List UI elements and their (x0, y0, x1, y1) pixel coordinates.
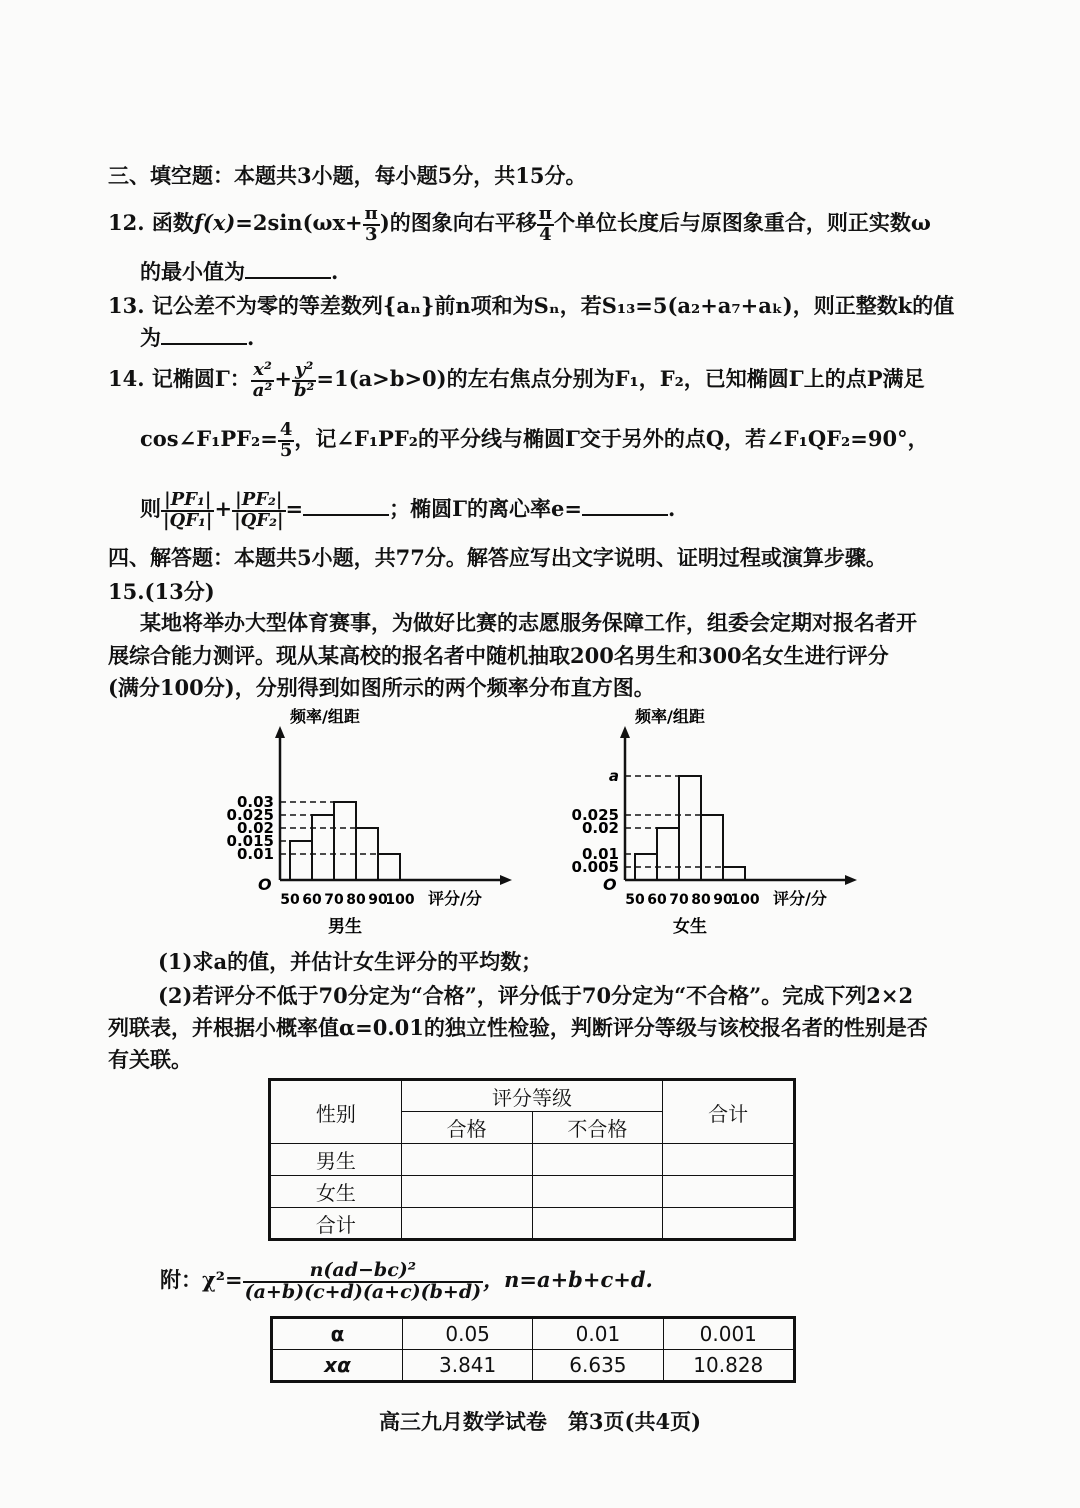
critical-value-table (270, 1316, 796, 1383)
row-label-female: 女生 (270, 1176, 402, 1208)
x-tick-label: 80 (691, 892, 711, 908)
q14-fraction-pf1-qf1: $\frac{\text{|PF₁|}}{\text{|QF₁|}}$ (163, 488, 213, 531)
q12-fx: f(x) (193, 210, 236, 235)
alpha-value: 0.001 (663, 1318, 794, 1350)
question-14-line2 (140, 414, 929, 464)
cell-empty[interactable] (663, 1176, 795, 1208)
q13-answer-blank[interactable] (161, 322, 247, 345)
x-tick-label: 50 (625, 892, 645, 908)
x-tick-label: 70 (669, 892, 689, 908)
question-14-line1 (108, 354, 925, 404)
x-alpha-value: 10.828 (663, 1350, 794, 1382)
table-row (270, 1208, 795, 1240)
x-tick-label: 90 (368, 892, 388, 908)
header-total: 合计 (663, 1080, 795, 1144)
q12-mid: )的图象向右平移 (379, 210, 537, 235)
q14-fraction-y2-b2: $\frac{\text{y²}}{\text{b²}}$ (293, 358, 315, 401)
question-14-number: 14. (108, 366, 145, 391)
x-tick-label: 100 (385, 892, 415, 908)
q14-post: =1(a>b>0)的左右焦点分别为F₁，F₂，已知椭圆Γ上的点P满足 (316, 366, 925, 391)
x-axis-label: 评分/分 (428, 889, 482, 908)
section-3-heading: 三、填空题：本题共3小题，每小题5分，共15分。 (108, 163, 587, 188)
q14-fraction-x2-a2: $\frac{\text{x²}}{\text{a²}}$ (252, 358, 273, 401)
histogram-bar (290, 841, 312, 880)
x-tick-label: 90 (713, 892, 733, 908)
q14-pre: 记椭圆Γ： (151, 366, 251, 391)
histogram-bar (378, 854, 400, 880)
chart-title: 男生 (328, 917, 362, 937)
question-13-line2 (140, 322, 254, 352)
histogram-bar (334, 802, 356, 880)
q14-l3-plus: + (214, 496, 233, 521)
q15-paragraph-line3: (满分100分)，分别得到如图所示的两个频率分布直方图。 (108, 675, 655, 700)
histogram-bar (312, 815, 334, 880)
cell-empty[interactable] (401, 1208, 532, 1240)
q13-text: 记公差不为零的等差数列{aₙ}前n项和为Sₙ，若S₁₃=5(a₂+a₇+aₖ)，则正整数k的值 (151, 293, 955, 318)
chart-title: 女生 (673, 917, 707, 937)
q12-fraction-pi-3: $\frac{\pi}{3}$ (364, 202, 378, 245)
alpha-value: 0.05 (402, 1318, 532, 1350)
cell-empty[interactable] (663, 1144, 795, 1176)
x-tick-label: 70 (324, 892, 344, 908)
y-axis-label: 频率/组距 (290, 707, 360, 726)
q14-l3-end: . (668, 496, 676, 521)
histogram-male (210, 700, 520, 940)
row-label-male: 男生 (270, 1144, 402, 1176)
formula-pre: 附：χ²= (160, 1267, 243, 1292)
q14-ze: 则 (140, 496, 161, 521)
row-label-total: 合计 (270, 1208, 402, 1240)
x-alpha-value: 3.841 (402, 1350, 532, 1382)
y-tick-label: 0.03 (236, 793, 274, 811)
histogram-bar (657, 828, 679, 880)
y-axis-arrow (275, 726, 285, 738)
cell-empty[interactable] (532, 1144, 663, 1176)
y-tick-label: 0.02 (236, 819, 274, 837)
header-gender: 性别 (270, 1080, 402, 1144)
x-alpha-value: 6.635 (533, 1350, 663, 1382)
q14-l3-mid: ；椭圆Γ的离心率e= (389, 496, 582, 521)
y-tick-label: 0.025 (571, 806, 619, 824)
question-12-number: 12. (108, 210, 145, 235)
q12-answer-blank[interactable] (245, 256, 331, 279)
q14-line2-post: ，记∠F₁PF₂的平分线与椭圆Γ交于另外的点Q，若∠F₁QF₂=90°， (294, 426, 929, 451)
q14-answer-blank-1[interactable] (303, 493, 389, 516)
question-13-line1 (108, 290, 954, 320)
histogram-bar (701, 815, 723, 880)
y-tick-label: 0.005 (571, 858, 619, 876)
q14-l3-eq: = (285, 496, 304, 521)
q14-answer-blank-2[interactable] (582, 493, 668, 516)
q15-paragraph-line2: 展综合能力测评。现从某高校的报名者中随机抽取200名男生和300名女生进行评分 (108, 643, 889, 668)
table-row (270, 1176, 795, 1208)
histogram-bar (723, 867, 745, 880)
origin-label: O (258, 875, 272, 894)
cell-empty[interactable] (401, 1176, 532, 1208)
question-12-line2 (140, 256, 338, 286)
y-tick-label: 0.025 (226, 806, 274, 824)
page-footer: 高三九月数学试卷 第3页(共4页) (378, 1409, 702, 1434)
section-4-heading: 四、解答题：本题共5小题，共77分。解答应写出文字说明、证明过程或演算步骤。 (108, 545, 887, 570)
q15-sub-2-line2: 列联表，并根据小概率值α=0.01的独立性检验，判断评分等级与该校报名者的性别是否 (108, 1015, 928, 1040)
question-15-heading: 15.(13分) (108, 579, 215, 604)
alpha-value: 0.01 (533, 1318, 663, 1350)
table-row (270, 1144, 795, 1176)
table-row (272, 1350, 795, 1382)
contingency-table (268, 1078, 796, 1241)
cell-empty[interactable] (663, 1208, 795, 1240)
x-alpha-label: xα (272, 1350, 403, 1382)
formula-post: ，n=a+b+c+d. (483, 1267, 653, 1292)
q14-cos: cos∠F₁PF₂= (140, 426, 278, 451)
q12-eq: =2sin(ωx+ (235, 210, 363, 235)
q15-sub-2-line3: 有关联。 (108, 1047, 192, 1072)
x-tick-label: 80 (346, 892, 366, 908)
y-axis-arrow (620, 726, 630, 738)
question-12-line1 (108, 198, 931, 248)
q15-sub-2-line1: (2)若评分不低于70分定为“合格”，评分低于70分定为“不合格”。完成下列2×2 (158, 983, 914, 1008)
header-fail: 不合格 (532, 1112, 663, 1144)
question-14-line3 (140, 482, 675, 536)
x-tick-label: 60 (647, 892, 667, 908)
header-grade: 评分等级 (401, 1080, 663, 1112)
cell-empty[interactable] (401, 1144, 532, 1176)
x-axis-label: 评分/分 (773, 889, 827, 908)
header-pass: 合格 (401, 1112, 532, 1144)
x-axis-arrow (845, 875, 857, 885)
histogram-bar (679, 776, 701, 880)
histogram-female (555, 700, 865, 940)
q12-line2-text: 的最小值为 (140, 259, 245, 284)
q13-end: . (247, 325, 255, 350)
x-tick-label: 50 (280, 892, 300, 908)
formula-fraction: $\frac{\text{n(ad−bc)²}}{(a+b)(c+d)(a+c)(b+d)}$ (244, 1258, 482, 1303)
q14-fraction-pf2-qf2: $\frac{\text{|PF₂|}}{\text{|QF₂|}}$ (234, 488, 284, 531)
q12-end: . (331, 259, 339, 284)
y-tick-label: 0.02 (581, 819, 619, 837)
y-axis-label: 频率/组距 (635, 707, 705, 726)
q12-post: 个单位长度后与原图象重合，则正实数ω (553, 210, 931, 235)
cell-empty[interactable] (532, 1208, 663, 1240)
q14-fraction-4-5: $\frac{4}{5}$ (279, 418, 293, 461)
q14-plus: + (274, 366, 292, 391)
cell-empty[interactable] (532, 1176, 663, 1208)
y-tick-label: 0.01 (236, 845, 274, 863)
q15-sub-1: (1)求a的值，并估计女生评分的平均数； (158, 949, 543, 974)
x-axis-arrow (500, 875, 512, 885)
x-tick-label: 100 (730, 892, 760, 908)
q15-paragraph-line1: 某地将举办大型体育赛事，为做好比赛的志愿服务保障工作，组委会定期对报名者开 (140, 610, 917, 635)
alpha-label: α (272, 1318, 403, 1350)
x-tick-label: 60 (302, 892, 322, 908)
chi-square-formula (160, 1252, 653, 1308)
q12-text: 函数 (151, 210, 194, 235)
table-row (272, 1318, 795, 1350)
y-tick-label: a (608, 767, 619, 785)
origin-label: O (603, 875, 617, 894)
y-tick-label: 0.015 (226, 832, 274, 850)
question-13-number: 13. (108, 293, 145, 318)
q13-line2-text: 为 (140, 325, 161, 350)
y-tick-label: 0.01 (581, 845, 619, 863)
q12-fraction-pi-4: $\frac{\pi}{4}$ (538, 202, 552, 245)
